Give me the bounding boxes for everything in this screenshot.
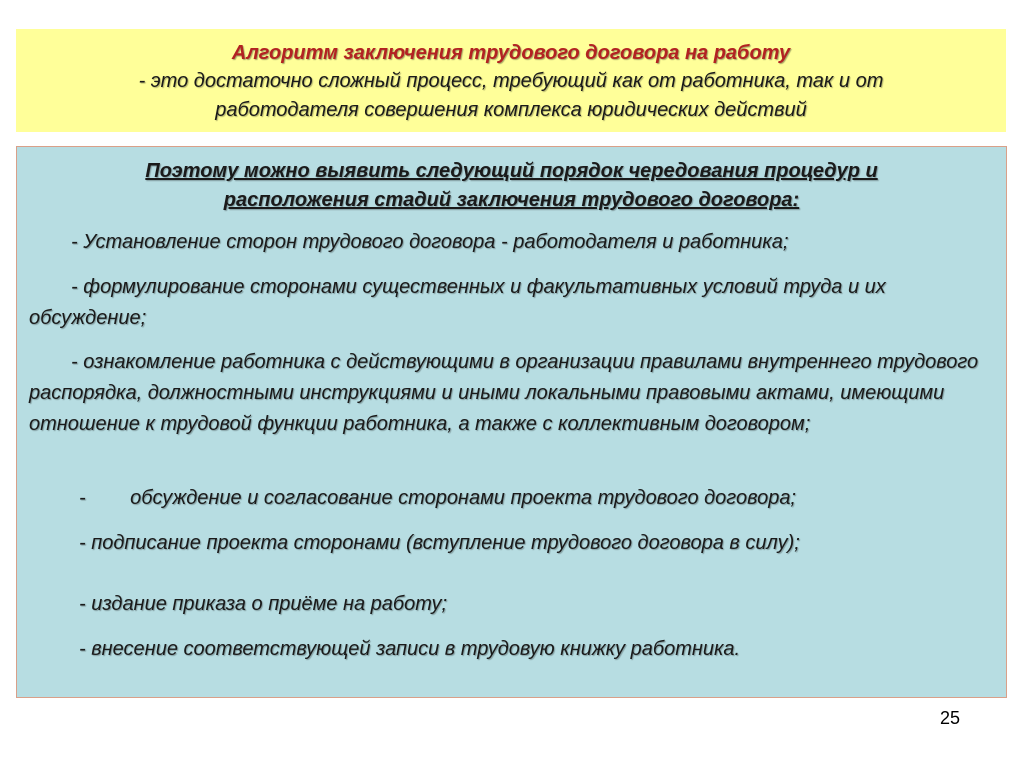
header-box bbox=[16, 29, 1006, 132]
list-item: - ознакомление работника с действующими в организации правилами внутреннего трудового распорядка, должностными инструкциями и иными локальными правовыми актами, имеющими отношение к трудовой функции работника, а также с коллективным договором; bbox=[29, 351, 979, 435]
list-item: - издание приказа о приёме на работу; bbox=[79, 593, 448, 615]
lead-text bbox=[17, 157, 1006, 215]
list-item: - подписание проекта сторонами (вступление трудового договора в силу); bbox=[79, 532, 800, 554]
list-item: - формулирование сторонами существенных и факультативных условий труда и их обсуждение; bbox=[29, 276, 886, 329]
list-item: - внесение соответствующей записи в трудовую книжку работника. bbox=[79, 638, 741, 660]
slide-subtitle-line-2: работодателя совершения комплекса юридических действий bbox=[215, 99, 807, 121]
main-content-box bbox=[16, 146, 1007, 698]
lead-line-1: Поэтому можно выявить следующий порядок чередования процедур и bbox=[145, 160, 878, 182]
lead-line-2: расположения стадий заключения трудового договора: bbox=[223, 189, 800, 211]
list-item: - обсуждение и согласование сторонами проекта трудового договора; bbox=[79, 487, 796, 509]
slide-subtitle-line-1: - это достаточно сложный процесс, требующий как от работника, так и от bbox=[138, 70, 884, 92]
page-number: 25 bbox=[940, 708, 961, 728]
slide-title: Алгоритм заключения трудового договора на работу bbox=[231, 42, 791, 64]
list-item: - Установление сторон трудового договора - работодателя и работника; bbox=[71, 231, 789, 253]
